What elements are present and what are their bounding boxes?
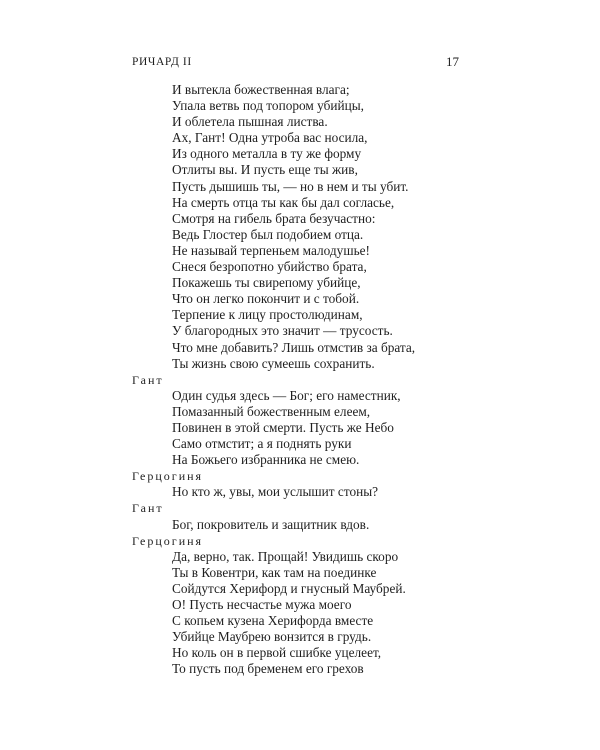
verse-line: Упала ветвь под топором убийцы, xyxy=(172,98,364,114)
verse-line: На смерть отца ты как бы дал согласье, xyxy=(172,194,395,210)
verse-line: О! Пусть несчастье мужа моего xyxy=(172,597,352,612)
verse-line: С копьем кузена Херифорда вместе xyxy=(172,613,374,629)
verse-line: На Божьего избранника не смею. xyxy=(172,452,360,468)
verse-line: Пусть дышишь ты, — но в нем и ты убит. xyxy=(172,178,409,194)
verse-line: Смотря на гибель брата безучастно: xyxy=(172,210,376,226)
verse-line: И облетела пышная листва. xyxy=(172,114,328,130)
verse-line: Ведь Глостер был подобием отца. xyxy=(172,226,364,242)
verse-line: Ах, Гант! Одна утроба вас носила, xyxy=(172,130,368,146)
verse-line: Ты жизнь свою сумеешь сохранить. xyxy=(172,355,375,371)
running-title: РИЧАРД II xyxy=(132,56,192,68)
verse-line: Да, верно, так. Прощай! Увидишь скоро xyxy=(172,548,399,564)
verse-line: Ты в Ковентри, как там на поединке xyxy=(172,564,377,580)
page-number: 17 xyxy=(446,54,459,69)
speaker-name: Герцогиня xyxy=(132,533,204,548)
verse-line: Сойдутся Херифорд и гнусный Маубрей. xyxy=(172,580,406,596)
verse-line: Один судья здесь — Бог; его наместник, xyxy=(172,387,401,403)
verse-line: Покажешь ты свирепому убийце, xyxy=(172,275,361,291)
speaker-name: Герцогиня xyxy=(132,469,204,484)
verse-line: Не называй терпеньем малодушье! xyxy=(172,242,370,258)
verse-line: Что мне добавить? Лишь отмстив за брата, xyxy=(172,339,416,355)
verse-line: Снеся безропотно убийство брата, xyxy=(172,259,367,275)
verse-line: Что он легко покончит и с тобой. xyxy=(172,291,360,307)
verse-line: Но кто ж, увы, мои услышит стоны? xyxy=(172,484,379,500)
verse-line: Терпение к лицу простолюдинам, xyxy=(172,307,363,323)
verse-line: Из одного металла в ту же форму xyxy=(172,146,362,162)
verse-line: Убийце Маубрею вонзится в грудь. xyxy=(172,629,372,645)
verse-line: Повинен в этой смерти. Пусть же Небо xyxy=(172,419,394,435)
speaker-name: Гант xyxy=(132,372,164,387)
verse-line: И вытекла божественная влага; xyxy=(172,82,350,97)
speaker-name: Гант xyxy=(132,501,164,516)
verse-line: Само отмстит; а я поднять руки xyxy=(172,436,352,452)
verse-line: У благородных это значит — трусость. xyxy=(172,323,393,339)
verse-line: То пусть под бременем его грехов xyxy=(172,661,364,677)
verse-line: Отлиты вы. И пусть еще ты жив, xyxy=(172,162,358,178)
verse-text-block xyxy=(132,82,472,677)
verse-line: Бог, покровитель и защитник вдов. xyxy=(172,516,370,532)
verse-line: Но коль он в первой сшибке уцелеет, xyxy=(172,645,382,661)
verse-line: Помазанный божественным елеем, xyxy=(172,403,371,419)
